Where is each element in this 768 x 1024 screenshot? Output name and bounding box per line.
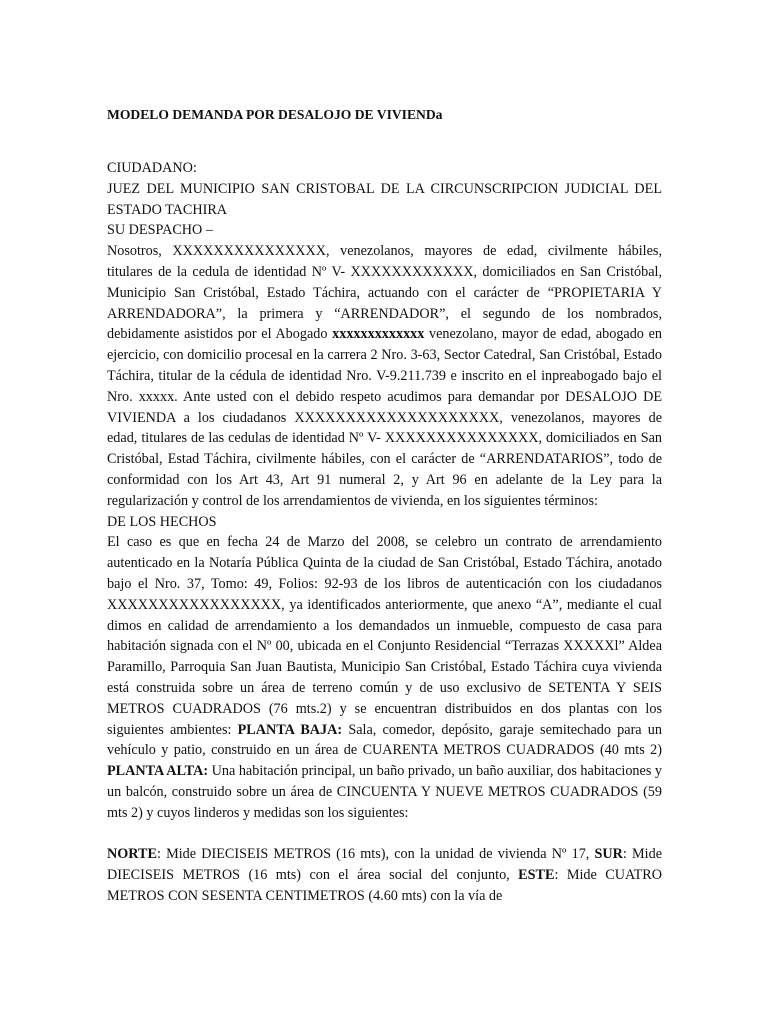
boundary-label: SUR <box>594 846 623 863</box>
salutation-line: JUEZ DEL MUNICIPIO SAN CRISTOBAL DE LA CIRCUNSCRIPCION JUDICIAL DEL ESTADO TACHIRA <box>107 180 662 218</box>
intro-paragraph <box>107 241 662 511</box>
facts-bold: PLANTA ALTA: <box>107 763 209 780</box>
boundary-label: ESTE <box>518 867 555 884</box>
facts-bold: PLANTA BAJA: <box>237 721 343 738</box>
facts-paragraph <box>107 532 662 823</box>
document-body <box>107 106 662 907</box>
salutation <box>107 158 662 241</box>
intro-text: Nosotros, XXXXXXXXXXXXXXX, venezolanos, mayores de edad, civilmente hábiles, titulares de la cedula de identidad Nº V- XXXXXXXXXXXX, domiciliados en San Cristóbal, Municipio San Cristóbal, Estado Táchira, actuando con el carácter de “PROPIETARIA Y ARRENDADORA”, la primera y “ARRENDADOR”, el segundo de los nombrados, debidamente asistidos por el Abogado <box>107 243 662 343</box>
boundary-text: : Mide DIECISEIS METROS (16 mts) con el área social del conjunto, <box>107 846 663 884</box>
boundary-label: NORTE <box>107 846 157 863</box>
facts-text: Una habitación principal, un baño privado, un baño auxiliar, dos habitaciones y un balcón, construido sobre un área de CINCUENTA Y NUEVE METROS CUADRADOS (59 mts 2) y cuyos linderos y medidas son los siguientes: <box>107 763 662 821</box>
lawyer-name: xxxxxxxxxxxxx <box>332 326 425 343</box>
boundary-text: : Mide DIECISEIS METROS (16 mts), con la unidad de vivienda Nº 17, <box>156 846 595 863</box>
salutation-line: SU DESPACHO – <box>107 222 213 239</box>
facts-text: Sala, comedor, depósito, garaje semitechado para un vehículo y patio, construido en un área de CUARENTA METROS CUADRADOS (40 mts 2) <box>107 721 662 759</box>
boundary-text: : Mide CUATRO METROS CON SESENTA CENTIMETROS (4.60 mts) con la vía de <box>107 867 662 904</box>
intro-text: venezolano, mayor de edad, abogado en ejercicio, con domicilio procesal en la carrera 2 Nro. 3-63, Sector Catedral, San Cristóbal, Estado Táchira, titular de la cédula de identidad Nro. V-9.211.739 e inscrito en el inpreabogado bajo el Nro. xxxxx. Ante usted con el debido respeto acudimos para demandar por DESALOJO DE VIVIENDA a los ciudadanos XXXXXXXXXXXXXXXXXXXX, venezolanos, mayores de edad, titulares de las cedulas de identidad Nº V- XXXXXXXXXXXXXXX, domiciliados en San Cristóbal, Estad Táchira, civilmente hábiles, con el carácter de “ARRENDATARIOS”, todo de conformidad con los Art 43, Art 91 numeral 2, y Art 96 en adelante de la Ley para la regularización y control de los arrendamientos de vivienda, en los siguientes términos: <box>107 326 662 509</box>
boundaries-paragraph <box>107 844 662 906</box>
facts-text: El caso es que en fecha 24 de Marzo del 2008, se celebro un contrato de arrendamiento autenticado en la Notaría Pública Quinta de la ciudad de San Cristóbal, Estado Táchira, anotado bajo el Nro. 37, Tomo: 49, Folios: 92-93 de los libros de autenticación con los ciudadanos XXXXXXXXXXXXXXXXX, ya identificados anteriormente, que anexo “A”, mediante el cual dimos en calidad de arrendamiento a los demandados un inmueble, compuesto de casa para habitación signada con el Nº 00, ubicada en el Conjunto Residencial “Terrazas XXXXXl” Aldea Paramillo, Parroquia San Juan Bautista, Municipio San Cristóbal, Estado Táchira cuya vivienda está construida sobre un área de terreno común y de uso exclusivo de SETENTA Y SEIS METROS CUADRADOS (76 mts.2) y se encuentran distribuidos en dos plantas con los siguientes ambientes: <box>107 534 662 738</box>
section-heading: DE LOS HECHOS <box>107 513 217 530</box>
document-title: MODELO DEMANDA POR DESALOJO DE VIVIENDa <box>107 107 443 122</box>
spacer <box>107 824 662 845</box>
salutation-line: CIUDADANO: <box>107 160 197 176</box>
